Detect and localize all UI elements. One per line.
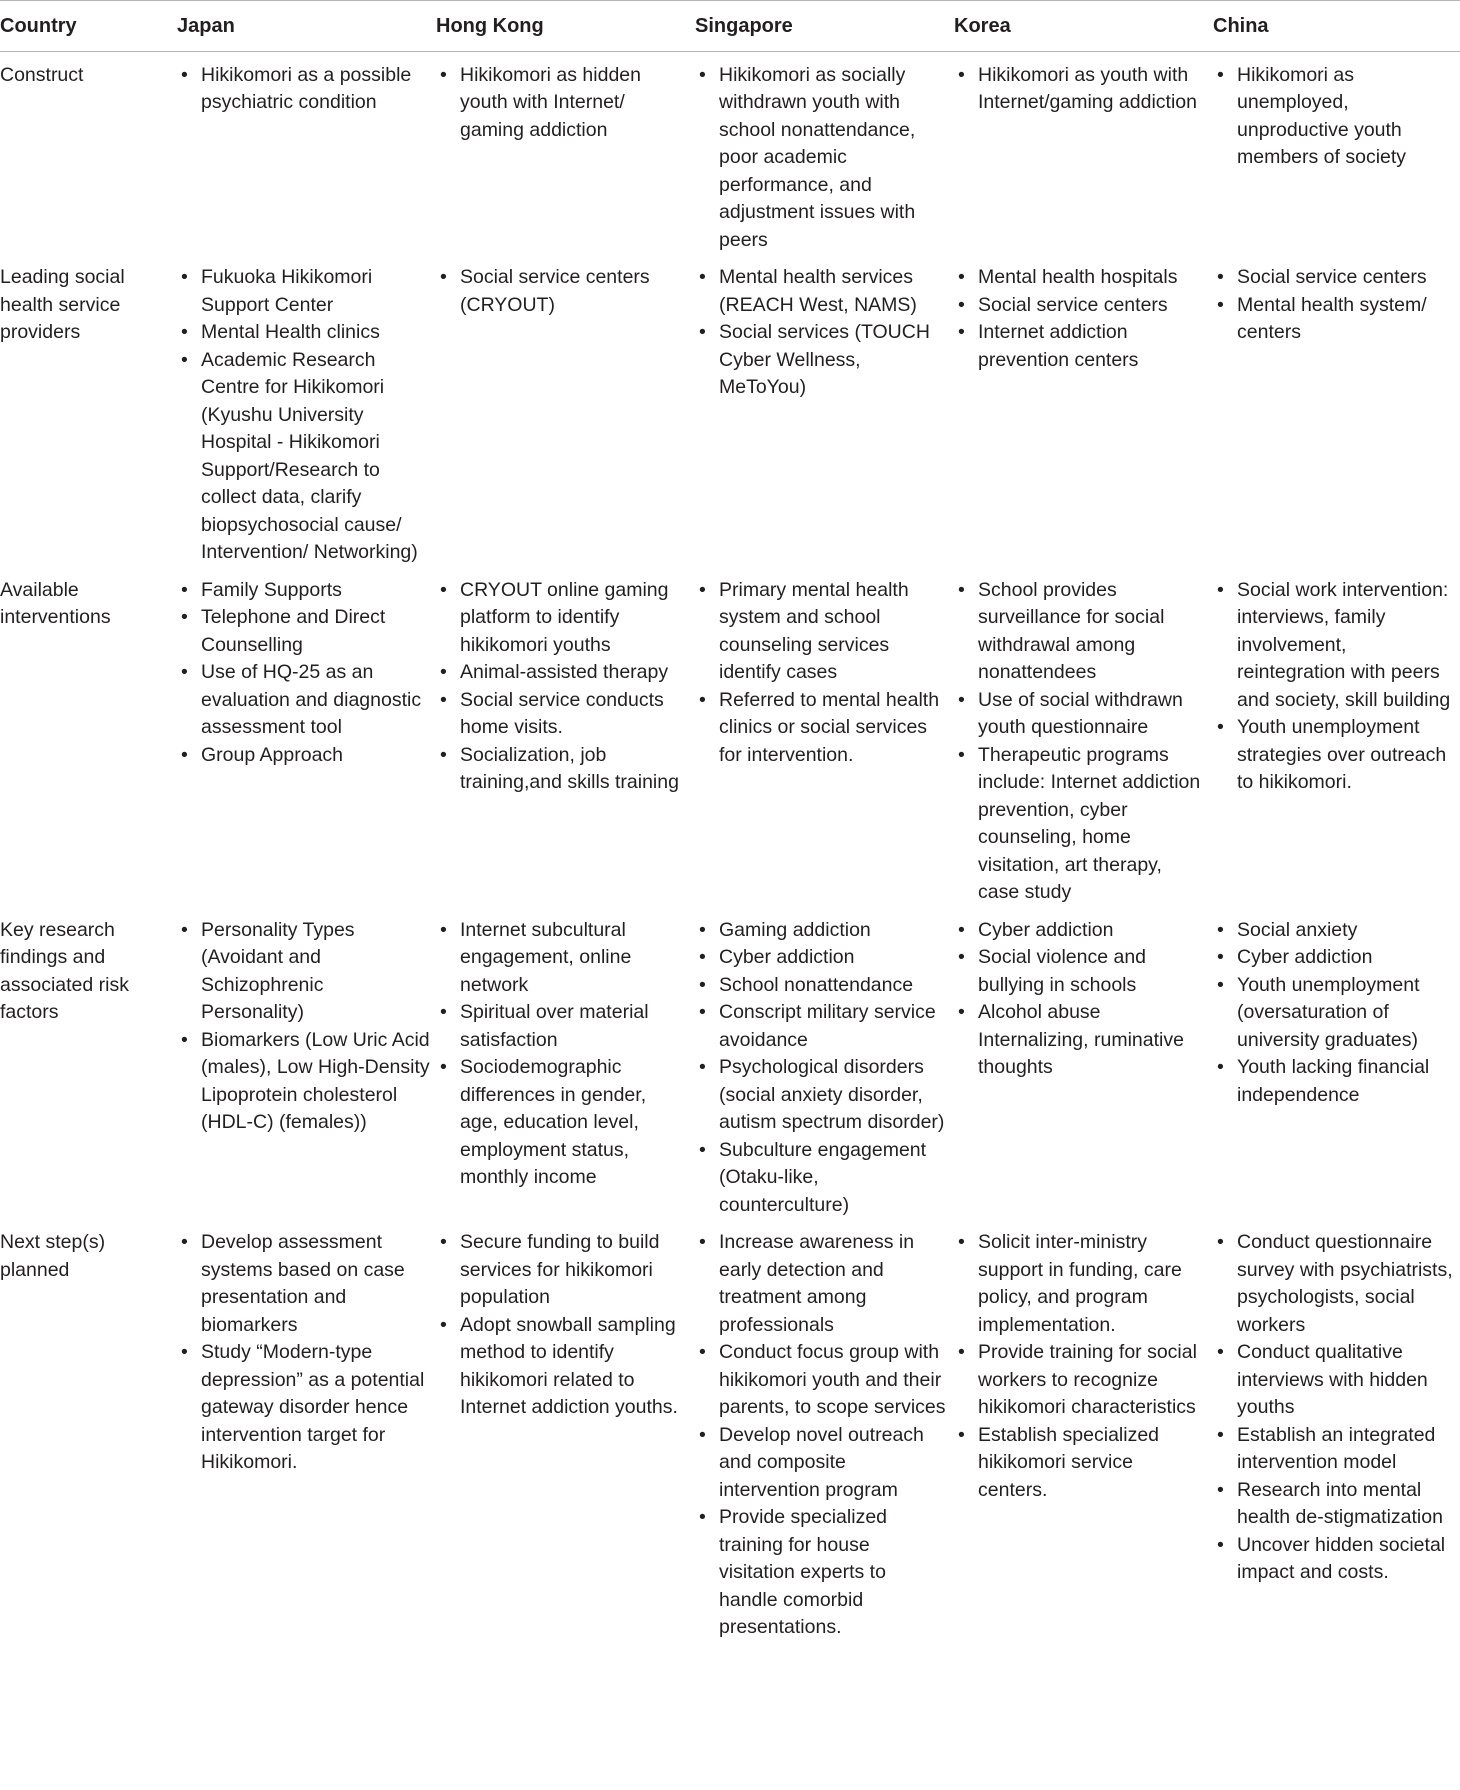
bullet-list	[695, 62, 948, 255]
list-item: • Social violence and bullying in schools	[954, 944, 1207, 999]
bullet-list	[954, 917, 1207, 1082]
table-row-construct	[0, 51, 1460, 254]
list-item: • Cyber addiction	[1213, 944, 1454, 972]
list-item: • Group Approach	[177, 742, 430, 770]
cell-nextsteps-japan	[177, 1219, 436, 1642]
cell-construct-singapore	[695, 51, 954, 254]
list-item: • Use of social withdrawn youth questionnaire	[954, 687, 1207, 742]
list-item: • Conduct questionnaire survey with psychiatrists, psychologists, social workers	[1213, 1229, 1454, 1339]
list-item: • Gaming addiction	[695, 917, 948, 945]
table-row-interventions	[0, 567, 1460, 907]
row-label-interventions: Available interventions	[0, 578, 111, 628]
cell-nextsteps-korea	[954, 1219, 1213, 1642]
cell-construct-china	[1213, 51, 1460, 254]
list-item: • Increase awareness in early detection and treatment among professionals	[695, 1229, 948, 1339]
list-item: • Social service conducts home visits.	[436, 687, 689, 742]
list-item: • Hikikomori as unemployed, unproductive youth members of society	[1213, 62, 1454, 172]
cell-interventions-hongkong	[436, 567, 695, 907]
list-item: • Social service centers	[1213, 264, 1454, 292]
list-item: • Academic Research Centre for Hikikomori (Kyushu University Hospital - Hikikomori Support/Research to collect data, clarify biopsychosocial cause/ Intervention/ Networking)	[177, 347, 430, 567]
bullet-list	[436, 917, 689, 1192]
bullet-list	[177, 264, 430, 567]
header-singapore: Singapore	[695, 1, 954, 52]
bullet-list	[177, 577, 430, 770]
list-item: • Social services (TOUCH Cyber Wellness, MeToYou)	[695, 319, 948, 402]
bullet-list	[436, 577, 689, 797]
header-row	[0, 1, 1460, 52]
cell-providers-singapore	[695, 254, 954, 567]
header-country: Country	[0, 1, 177, 52]
list-item: • Secure funding to build services for hikikomori population	[436, 1229, 689, 1312]
cell-construct-korea	[954, 51, 1213, 254]
list-item: • Internet subcultural engagement, online network	[436, 917, 689, 1000]
table-header	[0, 1, 1460, 52]
cell-nextsteps-hongkong	[436, 1219, 695, 1642]
cell-findings-hongkong	[436, 907, 695, 1220]
list-item: • Youth lacking financial independence	[1213, 1054, 1454, 1109]
bullet-list	[436, 62, 689, 145]
list-item: • Hikikomori as hidden youth with Internet/ gaming addiction	[436, 62, 689, 145]
bullet-list	[1213, 62, 1454, 172]
list-item: • Psychological disorders (social anxiety disorder, autism spectrum disorder)	[695, 1054, 948, 1137]
bullet-list	[695, 577, 948, 770]
list-item: • Social service centers (CRYOUT)	[436, 264, 689, 319]
cell-construct-hongkong	[436, 51, 695, 254]
list-item: • Hikikomori as a possible psychiatric condition	[177, 62, 430, 117]
list-item: • Spiritual over material satisfaction	[436, 999, 689, 1054]
header-korea: Korea	[954, 1, 1213, 52]
cell-interventions-japan	[177, 567, 436, 907]
bullet-list	[695, 264, 948, 402]
cell-nextsteps-china	[1213, 1219, 1460, 1642]
cell-findings-singapore	[695, 907, 954, 1220]
row-label-nextsteps: Next step(s) planned	[0, 1231, 106, 1281]
list-item: • Hikikomori as socially withdrawn youth with school nonattendance, poor academic performance, and adjustment issues with peers	[695, 62, 948, 255]
list-item: • Conduct qualitative interviews with hidden youths	[1213, 1339, 1454, 1422]
list-item: • Fukuoka Hikikomori Support Center	[177, 264, 430, 319]
list-item: • Cyber addiction	[954, 917, 1207, 945]
list-item: • Social work intervention: interviews, family involvement, reintegration with peers and society, skill building	[1213, 577, 1454, 715]
bullet-list	[695, 917, 948, 1220]
table-row-providers	[0, 254, 1460, 567]
list-item: • Develop novel outreach and composite intervention program	[695, 1422, 948, 1505]
bullet-list	[1213, 917, 1454, 1110]
list-item: • Therapeutic programs include: Internet addiction prevention, cyber counseling, home visitation, art therapy, case study	[954, 742, 1207, 907]
bullet-list	[954, 62, 1207, 117]
cell-interventions-singapore	[695, 567, 954, 907]
cell-providers-china	[1213, 254, 1460, 567]
list-item: • Hikikomori as youth with Internet/gaming addiction	[954, 62, 1207, 117]
list-item: • School provides surveillance for social withdrawal among nonattendees	[954, 577, 1207, 687]
list-item: • Develop assessment systems based on case presentation and biomarkers	[177, 1229, 430, 1339]
list-item: • Cyber addiction	[695, 944, 948, 972]
cell-findings-japan	[177, 907, 436, 1220]
list-item: • Provide training for social workers to recognize hikikomori characteristics	[954, 1339, 1207, 1422]
bullet-list	[954, 1229, 1207, 1504]
list-item: • Establish an integrated intervention model	[1213, 1422, 1454, 1477]
list-item: • Establish specialized hikikomori service centers.	[954, 1422, 1207, 1505]
cell-findings-china	[1213, 907, 1460, 1220]
bullet-list	[177, 62, 430, 117]
table-row-nextsteps	[0, 1219, 1460, 1642]
list-item: • Use of HQ-25 as an evaluation and diagnostic assessment tool	[177, 659, 430, 742]
header-japan: Japan	[177, 1, 436, 52]
bullet-list	[1213, 577, 1454, 797]
cell-providers-korea	[954, 254, 1213, 567]
cell-interventions-korea	[954, 567, 1213, 907]
list-item: • School nonattendance	[695, 972, 948, 1000]
list-item: • Referred to mental health clinics or social services for intervention.	[695, 687, 948, 770]
list-item: • Social anxiety	[1213, 917, 1454, 945]
bullet-list	[177, 1229, 430, 1477]
cell-findings-korea	[954, 907, 1213, 1220]
bullet-list	[436, 264, 689, 319]
list-item: • Mental Health clinics	[177, 319, 430, 347]
cell-nextsteps-singapore	[695, 1219, 954, 1642]
list-item: • Conscript military service avoidance	[695, 999, 948, 1054]
list-item: • Youth unemployment (oversaturation of university graduates)	[1213, 972, 1454, 1055]
bullet-list	[1213, 1229, 1454, 1587]
list-item: • Socialization, job training,and skills training	[436, 742, 689, 797]
bullet-list	[954, 577, 1207, 907]
list-item: • Family Supports	[177, 577, 430, 605]
list-item: • Social service centers	[954, 292, 1207, 320]
cell-providers-hongkong	[436, 254, 695, 567]
list-item: • Mental health hospitals	[954, 264, 1207, 292]
cell-construct-japan	[177, 51, 436, 254]
list-item: • Solicit inter-ministry support in funding, care policy, and program implementation.	[954, 1229, 1207, 1339]
bullet-list	[954, 264, 1207, 374]
list-item: • Sociodemographic differences in gender, age, education level, employment status, monthly income	[436, 1054, 689, 1192]
list-item: • Study “Modern-type depression” as a potential gateway disorder hence intervention target for Hikikomori.	[177, 1339, 430, 1477]
list-item: • Adopt snowball sampling method to identify hikikomori related to Internet addiction youths.	[436, 1312, 689, 1422]
bullet-list	[177, 917, 430, 1137]
row-label-findings: Key research findings and associated risk factors	[0, 918, 129, 1023]
list-item: • Telephone and Direct Counselling	[177, 604, 430, 659]
header-china: China	[1213, 1, 1460, 52]
list-item: • Biomarkers (Low Uric Acid (males), Low High-Density Lipoprotein cholesterol (HDL-C) (females))	[177, 1027, 430, 1137]
bullet-list	[695, 1229, 948, 1642]
list-item: • Mental health system/ centers	[1213, 292, 1454, 347]
bullet-list	[436, 1229, 689, 1422]
row-label-providers: Leading social health service providers	[0, 266, 125, 343]
list-item: • Mental health services (REACH West, NAMS)	[695, 264, 948, 319]
table-row-findings	[0, 907, 1460, 1220]
list-item: • Alcohol abuse Internalizing, ruminative thoughts	[954, 999, 1207, 1082]
list-item: • Youth unemployment strategies over outreach to hikikomori.	[1213, 714, 1454, 797]
bullet-list	[1213, 264, 1454, 347]
list-item: • Personality Types (Avoidant and Schizophrenic Personality)	[177, 917, 430, 1027]
list-item: • Internet addiction prevention centers	[954, 319, 1207, 374]
table-body	[0, 51, 1460, 1642]
cell-interventions-china	[1213, 567, 1460, 907]
list-item: • Primary mental health system and school counseling services identify cases	[695, 577, 948, 687]
row-label-construct: Construct	[0, 63, 84, 86]
list-item: • Animal-assisted therapy	[436, 659, 689, 687]
list-item: • CRYOUT online gaming platform to identify hikikomori youths	[436, 577, 689, 660]
list-item: • Uncover hidden societal impact and costs.	[1213, 1532, 1454, 1587]
list-item: • Subculture engagement (Otaku-like, counterculture)	[695, 1137, 948, 1220]
list-item: • Research into mental health de-stigmatization	[1213, 1477, 1454, 1532]
list-item: • Provide specialized training for house visitation experts to handle comorbid presentations.	[695, 1504, 948, 1642]
list-item: • Conduct focus group with hikikomori youth and their parents, to scope services	[695, 1339, 948, 1422]
header-hongkong: Hong Kong	[436, 1, 695, 52]
cell-providers-japan	[177, 254, 436, 567]
